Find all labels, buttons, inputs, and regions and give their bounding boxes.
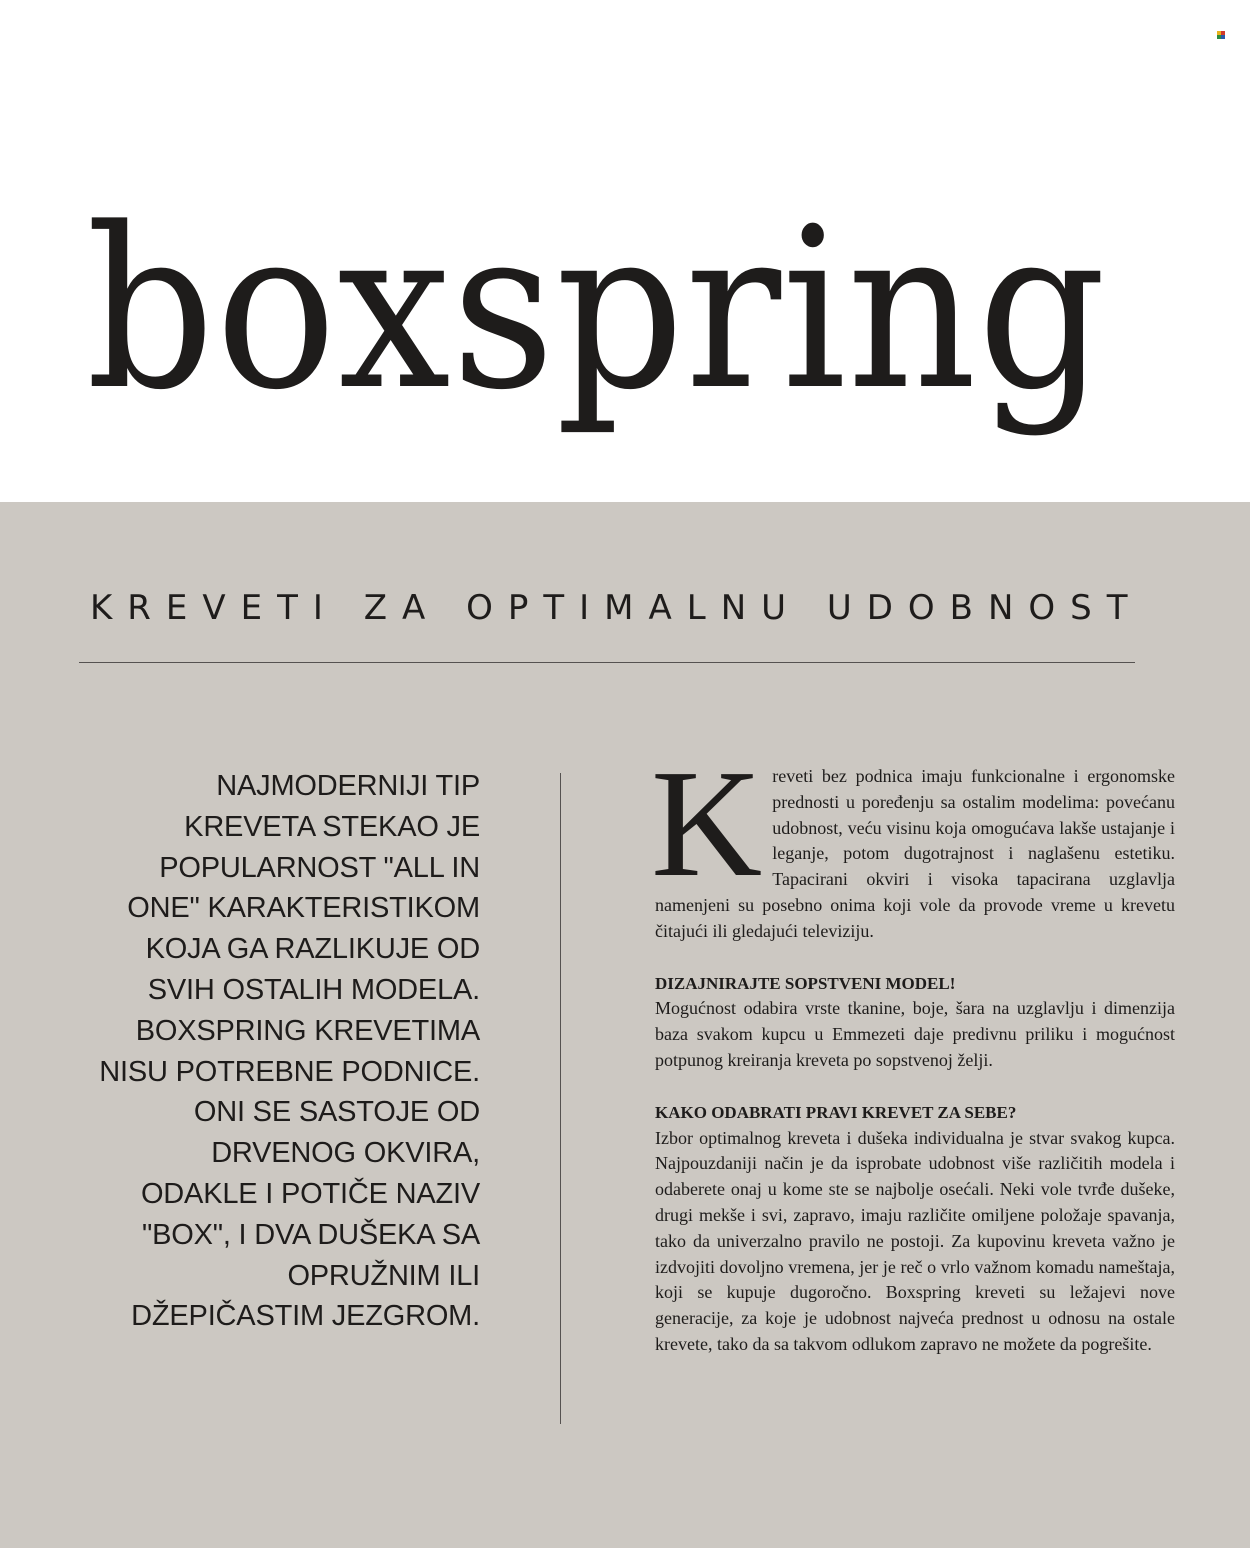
- vertical-divider: [560, 773, 561, 1424]
- logo-mark-icon: [1217, 31, 1225, 39]
- section-subtitle: KREVETI ZA OPTIMALNU UDOBNOST: [90, 588, 1143, 628]
- article-heading-3: KAKO ODABRATI PRAVI KREVET ZA SEBE?: [655, 1102, 1017, 1122]
- horizontal-divider: [79, 662, 1135, 663]
- article-paragraph-3: Izbor optimalnog kreveta i dušeka individualna je stvar svakog kupca. Najpouzdaniji način je da isprobate udobnost više različitih modela i odaberete onaj u kome ste se najbolje osećali. Neki vole tvrđe dušeke, drugi mekše i svi, zapravo, imaju različite omiljene položaje spavanja, tako da univerzalno pravilo ne postoji. Za kupovinu kreveta važno je izdvojiti dovoljno vremena, jer je reč o vrlo važnom komadu nameštaja, koji se kupuje dugoročno. Boxspring kreveti su ležajevi nove generacije, za koje je udobnost najveća prednost u odnosu na ostale krevete, tako da sa takvom odlukom zapravo ne možete da pogrešite.: [655, 1127, 1175, 1354]
- page-title: boxspring: [86, 181, 1108, 439]
- article-paragraph-2: Mogućnost odabira vrste tkanine, boje, šara na uzglavlju i dimenzija baza svakom kupcu u Emmezeti daje predivnu priliku i mogućnost potpunog kreiranja kreveta po sopstvenoj želji.: [655, 998, 1175, 1070]
- intro-text: NAJMODERNIJI TIP KREVETA STEKAO JE POPULARNOST "ALL IN ONE" KARAKTERISTIKOM KOJA GA RAZLIKUJE OD SVIH OSTALIH MODELA. BOXSPRING KREVETIMA NISU POTREBNE PODNICE. ONI SE SASTOJE OD DRVENOG OKVIRA, ODAKLE I POTIČE NAZIV "BOX", I DVA DUŠEKA SA OPRUŽNIM ILI DŽEPIČASTIM JEZGROM.: [99, 770, 480, 1333]
- header-section: [0, 0, 1250, 502]
- drop-cap: K: [651, 739, 763, 909]
- article-paragraph-1: [651, 739, 1175, 945]
- article-body: [651, 739, 1175, 1358]
- article-heading-2: DIZAJNIRAJTE SOPSTVENI MODEL!: [655, 973, 956, 993]
- paragraph-1-text: reveti bez podnica imaju funkcionalne i ergonomske prednosti u poređenju sa ostalim modelima: povećanu udobnost, veću visinu koja omogućava lakše ustajanje i leganje, potom dugotrajnost i naglašenu estetiku. Tapacirani okviri i visoka tapacirana uzglavlja namenjeni su posebno onima koji vole da provode vreme u krevetu čitajući ili gledajući televiziju.: [655, 766, 1175, 941]
